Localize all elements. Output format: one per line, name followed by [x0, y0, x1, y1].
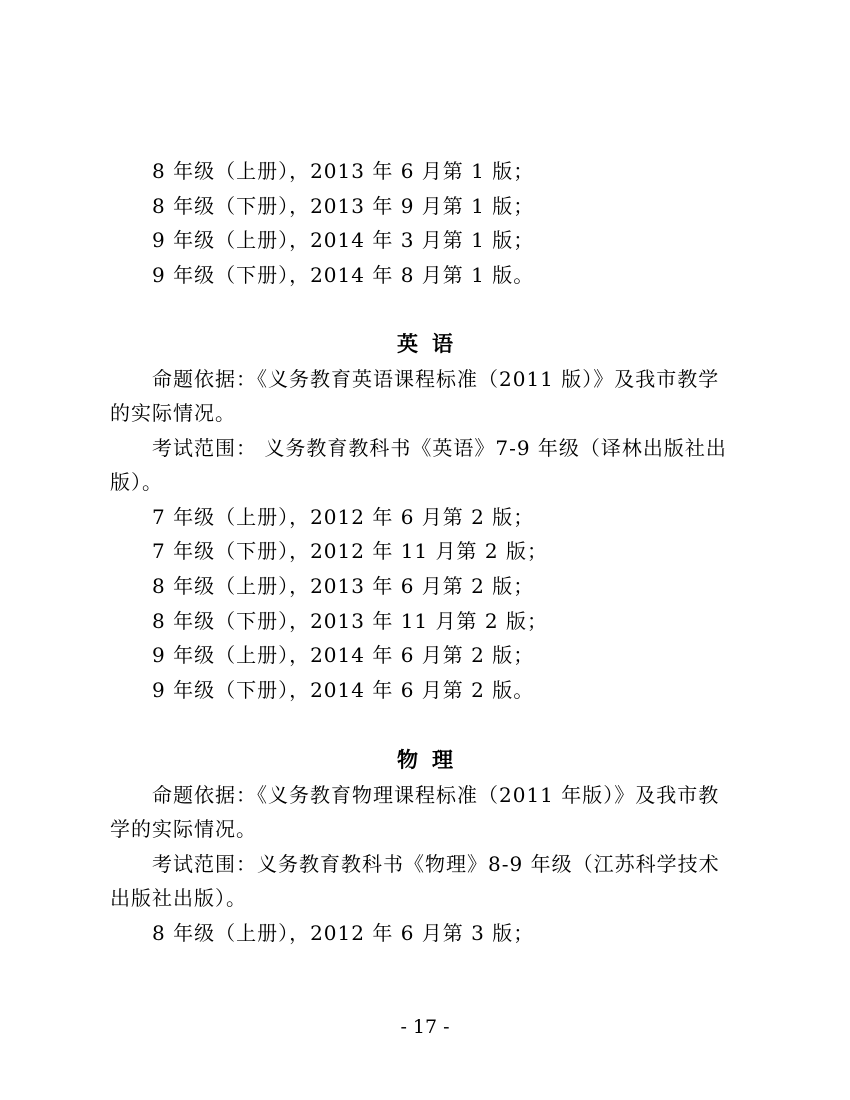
- scope-text: 考试范围：义务教育教科书《物理》8-9 年级（江苏科学技术: [152, 852, 720, 876]
- edition-line: 9 年级（上册），2014 年 6 月第 2 版；: [152, 643, 535, 667]
- edition-line: 8 年级（上册），2013 年 6 月第 2 版；: [152, 574, 535, 598]
- basis-text-continued: 的实际情况。: [110, 401, 236, 425]
- basis-text-continued: 学的实际情况。: [110, 817, 257, 841]
- scope-text: 考试范围： 义务教育教科书《英语》7-9 年级（译林出版社出: [152, 436, 727, 460]
- edition-line: 7 年级（上册），2012 年 6 月第 2 版；: [152, 505, 535, 529]
- edition-line: 8 年级（下册），2013 年 11 月第 2 版；: [152, 609, 548, 633]
- edition-line: 9 年级（下册），2014 年 8 月第 1 版。: [152, 263, 535, 287]
- edition-line: 7 年级（下册），2012 年 11 月第 2 版；: [152, 539, 548, 563]
- edition-line: 8 年级（上册），2012 年 6 月第 3 版；: [152, 921, 535, 945]
- edition-line: 9 年级（上册），2014 年 3 月第 1 版；: [152, 228, 535, 252]
- scope-text-continued: 出版社出版）。: [110, 886, 247, 910]
- scope-text-continued: 版）。: [110, 470, 163, 494]
- edition-line: 9 年级（下册），2014 年 6 月第 2 版。: [152, 678, 535, 702]
- section-heading-physics: 物理: [397, 748, 467, 772]
- edition-line: 8 年级（上册），2013 年 6 月第 1 版；: [152, 159, 535, 183]
- basis-text: 命题依据：《义务教育英语课程标准（2011 版）》及我市教学: [152, 367, 720, 391]
- basis-text: 命题依据：《义务教育物理课程标准（2011 年版）》及我市教: [152, 783, 720, 807]
- section-heading-english: 英语: [397, 332, 467, 356]
- edition-line: 8 年级（下册），2013 年 9 月第 1 版；: [152, 194, 535, 218]
- page-number: - 17 -: [400, 1016, 450, 1038]
